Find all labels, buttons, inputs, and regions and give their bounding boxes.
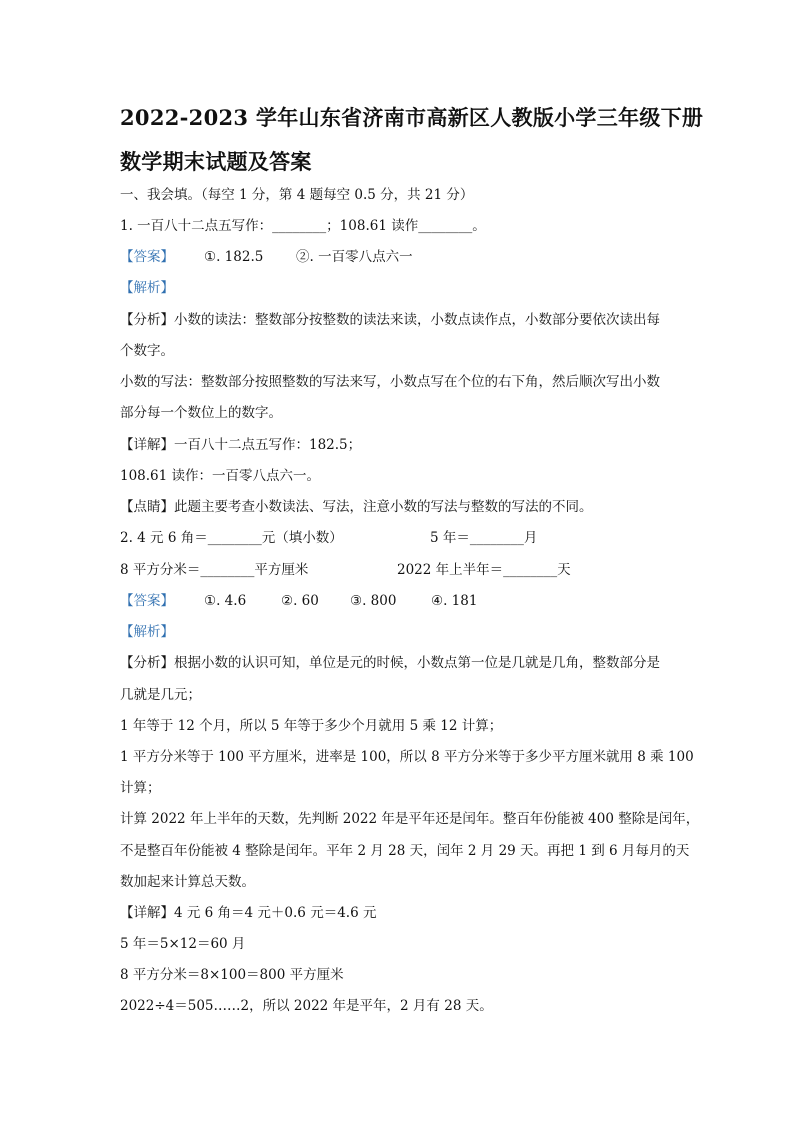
q2-answer-row [120, 592, 478, 610]
document-title-line-1: 2022-2023 学年山东省济南市高新区人教版小学三年级下册 [120, 105, 704, 130]
q2-answer-tag: 【答案】 [120, 593, 174, 609]
q2-item-yuan: 2. 4 元 6 角＝________元（填小数） [120, 530, 343, 546]
q2-answer-1: ①. 4.6 [204, 593, 247, 609]
q1-answer-2: ②. 一百零八点六一 [296, 249, 413, 265]
q2-analysis-line: 【分析】根据小数的认识可知，单位是元的时候，小数点第一位是几就是几角，整数部分是 [120, 655, 660, 671]
section-heading: 一、我会填。（每空 1 分，第 4 题每空 0.5 分，共 21 分） [120, 187, 474, 203]
q2-answer-2: ②. 60 [281, 593, 319, 609]
q1-comment-line: 【点睛】此题主要考查小数读法、写法，注意小数的写法与整数的写法的不同。 [120, 499, 593, 515]
q1-detail-line: 【详解】一百八十二点五写作：182.5； [120, 437, 362, 453]
q2-analysis-line: 1 平方分米等于 100 平方厘米，进率是 100，所以 8 平方分米等于多少平方厘米就用 8 乘 100 [120, 749, 694, 765]
q1-detail-line: 108.61 读作：一百零八点六一。 [120, 468, 321, 484]
q1-analysis-tag: 【解析】 [120, 280, 174, 296]
q2-answer-3: ③. 800 [350, 593, 397, 609]
q2-question-row-2 [120, 561, 680, 579]
q2-item-area: 8 平方分米＝________平方厘米 [120, 562, 309, 578]
q2-detail-line: 5 年＝5×12＝60 月 [120, 936, 246, 952]
q2-detail-line: 【详解】4 元 6 角＝4 元＋0.6 元＝4.6 元 [120, 905, 377, 921]
q1-answer-1: ①. 182.5 [204, 249, 264, 265]
q2-analysis-line: 不是整百年份能被 4 整除是闰年。平年 2 月 28 天，闰年 2 月 29 天。再把 1 到 6 月每月的天 [120, 843, 690, 859]
q1-analysis-line: 小数的写法：整数部分按照整数的写法来写，小数点写在个位的右下角，然后顺次写出小数 [120, 374, 660, 390]
q2-answer-4: ④. 181 [431, 593, 478, 609]
q1-answer-row [120, 248, 413, 266]
q2-item-days: 2022 年上半年＝________天 [397, 562, 571, 578]
q2-analysis-line: 1 年等于 12 个月，所以 5 年等于多少个月就用 5 乘 12 计算； [120, 718, 503, 734]
q1-question: 1. 一百八十二点五写作：________；108.61 读作________。 [120, 218, 486, 234]
q2-item-months: 5 年＝________月 [430, 530, 538, 546]
q1-answer-tag: 【答案】 [120, 249, 174, 265]
q2-detail-line: 2022÷4＝505……2，所以 2022 年是平年，2 月有 28 天。 [120, 998, 493, 1014]
q1-analysis-line: 部分每一个数位上的数字。 [120, 405, 282, 421]
q2-analysis-line: 数加起来计算总天数。 [120, 874, 255, 890]
q2-analysis-line: 计算 2022 年上半年的天数，先判断 2022 年是平年还是闰年。整百年份能被 400 整除是闰年， [120, 811, 700, 827]
q2-analysis-line: 几就是几元； [120, 687, 201, 703]
document-title-line-2: 数学期末试题及答案 [120, 149, 312, 174]
q1-analysis-line: 【分析】小数的读法：整数部分按整数的读法来读，小数点读作点，小数部分要依次读出每 [120, 312, 660, 328]
q2-analysis-line: 计算； [120, 780, 161, 796]
q2-question-row-1 [120, 529, 680, 547]
q2-detail-line: 8 平方分米＝8×100＝800 平方厘米 [120, 967, 344, 983]
q1-analysis-line: 个数字。 [120, 343, 174, 359]
q2-analysis-tag: 【解析】 [120, 624, 174, 640]
